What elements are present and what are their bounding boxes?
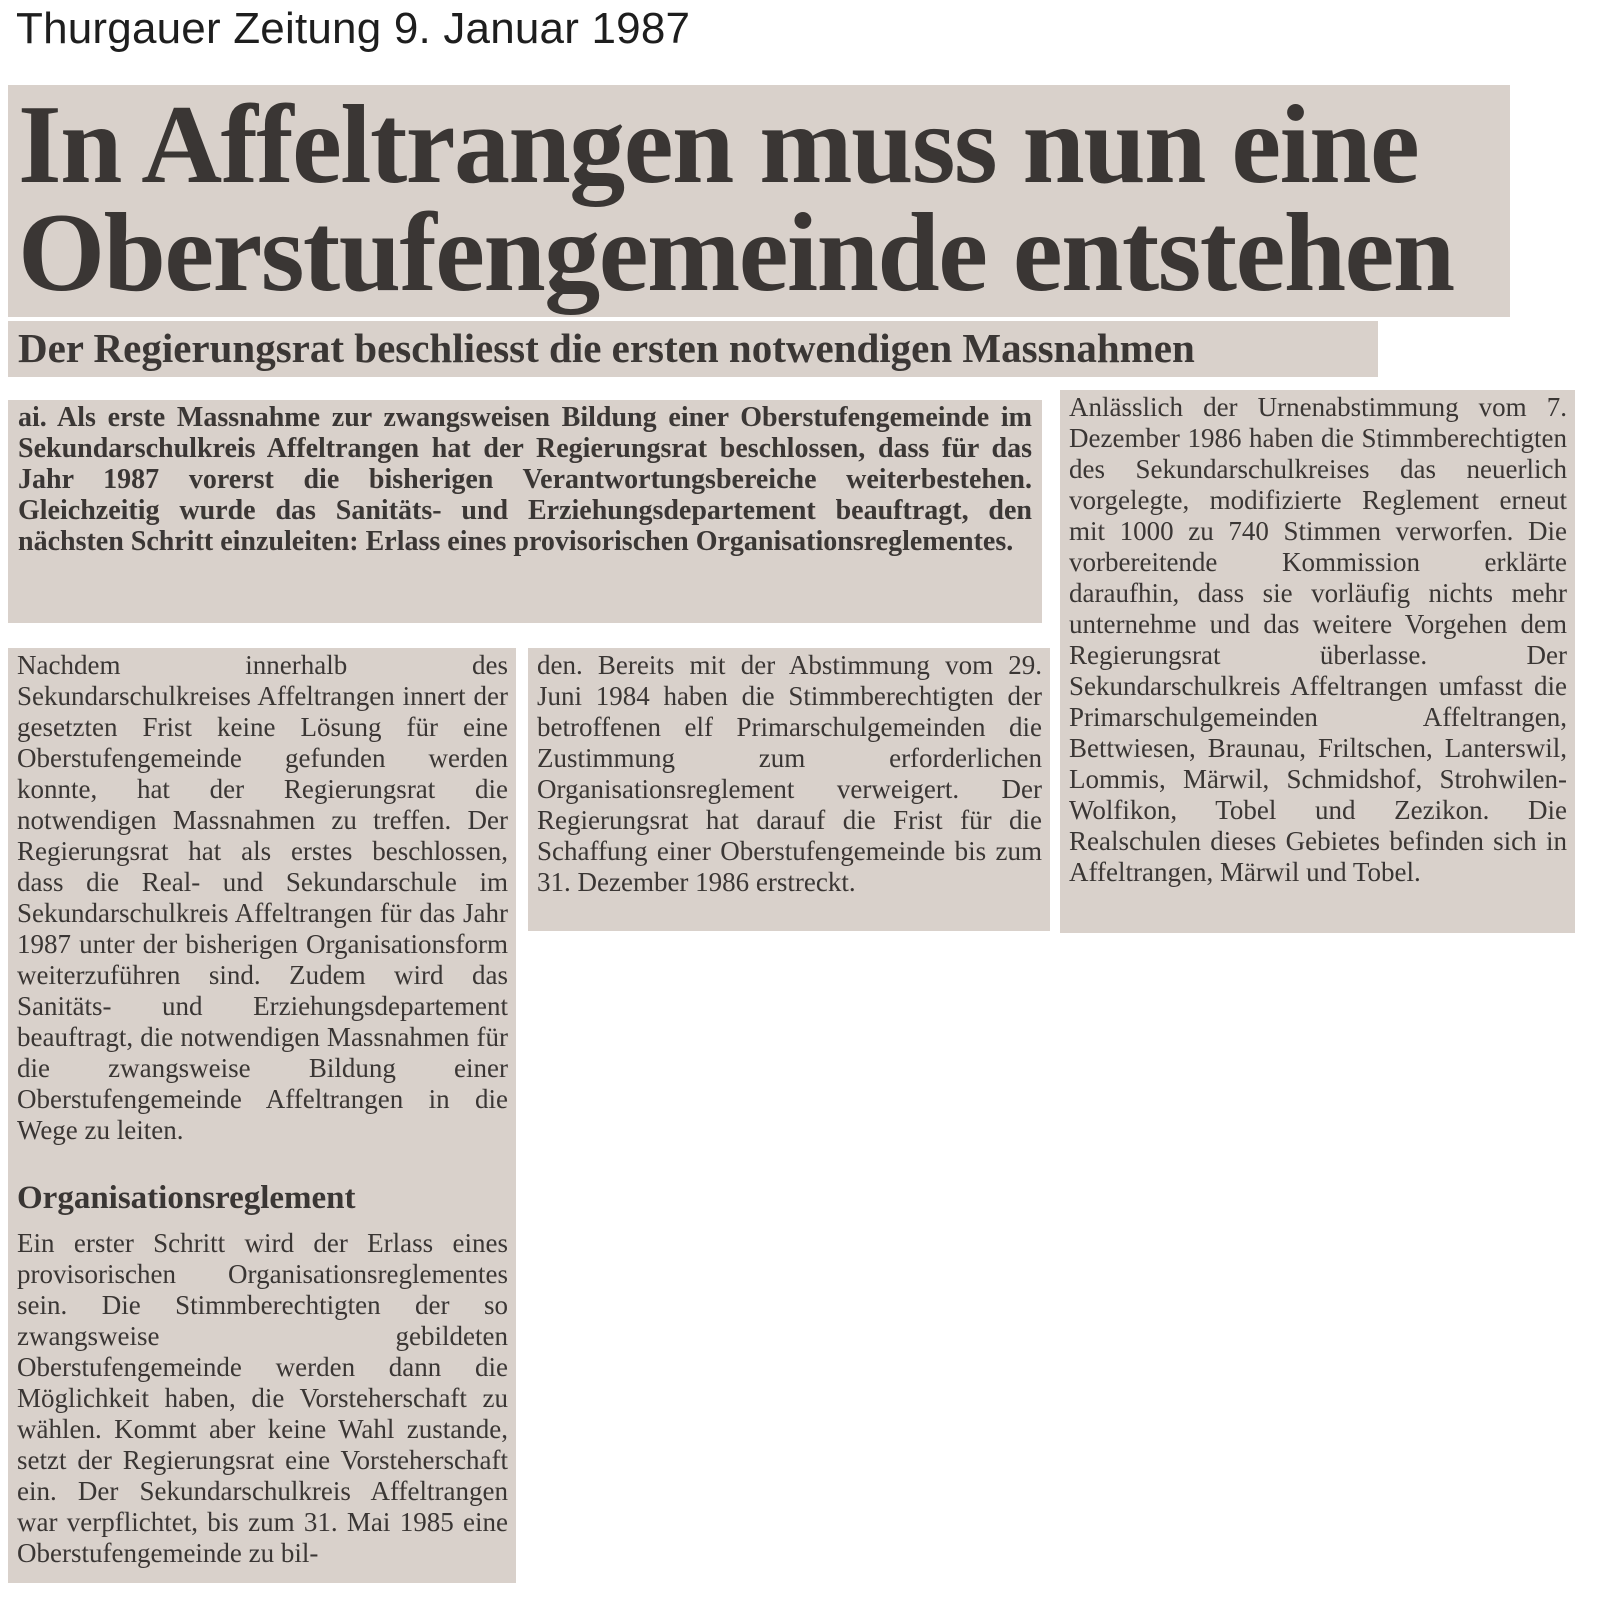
headline-line-2: Oberstufengemeinde entstehen <box>18 191 1454 315</box>
column-1-paragraph-2: Ein erster Schritt wird der Erlass eines provisorischen Organisationsreglementes sein. Die Stimmberechtigten der so zwangsweise gebildeten Oberstufengemeinde werden dann die Möglichkeit haben, die Vorsteherschaft zu wählen. Kommt aber keine Wahl zustande, setzt der Regierungsrat eine Vorsteherschaft ein. Der Sekundarschulkreis Affeltrangen war verpflichtet, bis zum 31. Mai 1985 eine Oberstufengemeinde zu bil- <box>17 1228 508 1568</box>
article-subheadline: Der Regierungsrat beschliesst die ersten notwendigen Massnahmen <box>18 325 1195 371</box>
column-1-clipping <box>8 648 516 1583</box>
source-caption: Thurgauer Zeitung 9. Januar 1987 <box>16 4 691 53</box>
subheadline-clipping <box>8 321 1378 377</box>
column-2-paragraph: den. Bereits mit der Abstimmung vom 29. Juni 1984 haben die Stimmberechtigten der betroffenen elf Primarschulgemeinden die Zustimmung zum erforderlichen Organisationsreglement verweigert. Der Regierungsrat hat darauf die Frist für die Schaffung einer Oberstufengemeinde bis zum 31. Dezember 1986 erstreckt. <box>537 650 1042 897</box>
column-3-clipping <box>1060 390 1575 933</box>
headline-line-1: In Affeltrangen muss nun eine <box>18 83 1419 207</box>
column-2-clipping <box>528 648 1050 931</box>
column-3-paragraph: Anlässlich der Urnenabstimmung vom 7. Dezember 1986 haben die Stimmberechtigten des Sekundarschulkreises das neuerlich vorgelegte, modifizierte Reglement erneut mit 1000 zu 740 Stimmen verworfen. Die vorbereitende Kommission erklärte daraufhin, dass sie vorläufig nichts mehr unternehme und das weitere Vorgehen dem Regierungsrat überlasse. Der Sekundarschulkreis Affeltrangen umfasst die Primarschulgemeinden Affeltrangen, Bettwiesen, Braunau, Friltschen, Lanterswil, Lommis, Märwil, Schmidshof, Strohwilen-Wolfikon, Tobel und Zezikon. Die Realschulen dieses Gebietes befinden sich in Affeltrangen, Märwil und Tobel. <box>1069 392 1567 887</box>
lead-clipping <box>8 400 1042 623</box>
headline-clipping <box>8 85 1510 317</box>
column-1-paragraph-1: Nachdem innerhalb des Sekundarschulkreises Affeltrangen innert der gesetzten Frist keine Lösung für eine Oberstufengemeinde gefunden werden konnte, hat der Regierungsrat die notwendigen Massnahmen zu treffen. Der Regierungsrat hat als erstes beschlossen, dass die Real- und Sekundarschule im Sekundarschulkreis Affeltrangen für das Jahr 1987 unter der bisherigen Organisationsform weiterzuführen sind. Zudem wird das Sanitäts- und Erziehungsdepartement beauftragt, die notwendigen Massnahmen für die zwangsweise Bildung einer Oberstufengemeinde Affeltrangen in die Wege zu leiten. <box>17 650 508 1145</box>
article-lead: ai. Als erste Massnahme zur zwangsweisen Bildung einer Oberstufengemeinde im Sekundarschulkreis Affeltrangen hat der Regierungsrat beschlossen, dass für das Jahr 1987 vorerst die bisherigen Verantwortungsbereiche weiterbestehen. Gleichzeitig wurde das Sanitäts- und Erziehungsdepartement beauftragt, den nächsten Schritt einzuleiten: Erlass eines provisorischen Organisationsreglementes. <box>18 402 1032 557</box>
column-1-subtitle: Organisationsreglement <box>17 1180 356 1216</box>
article-headline <box>18 83 1510 315</box>
